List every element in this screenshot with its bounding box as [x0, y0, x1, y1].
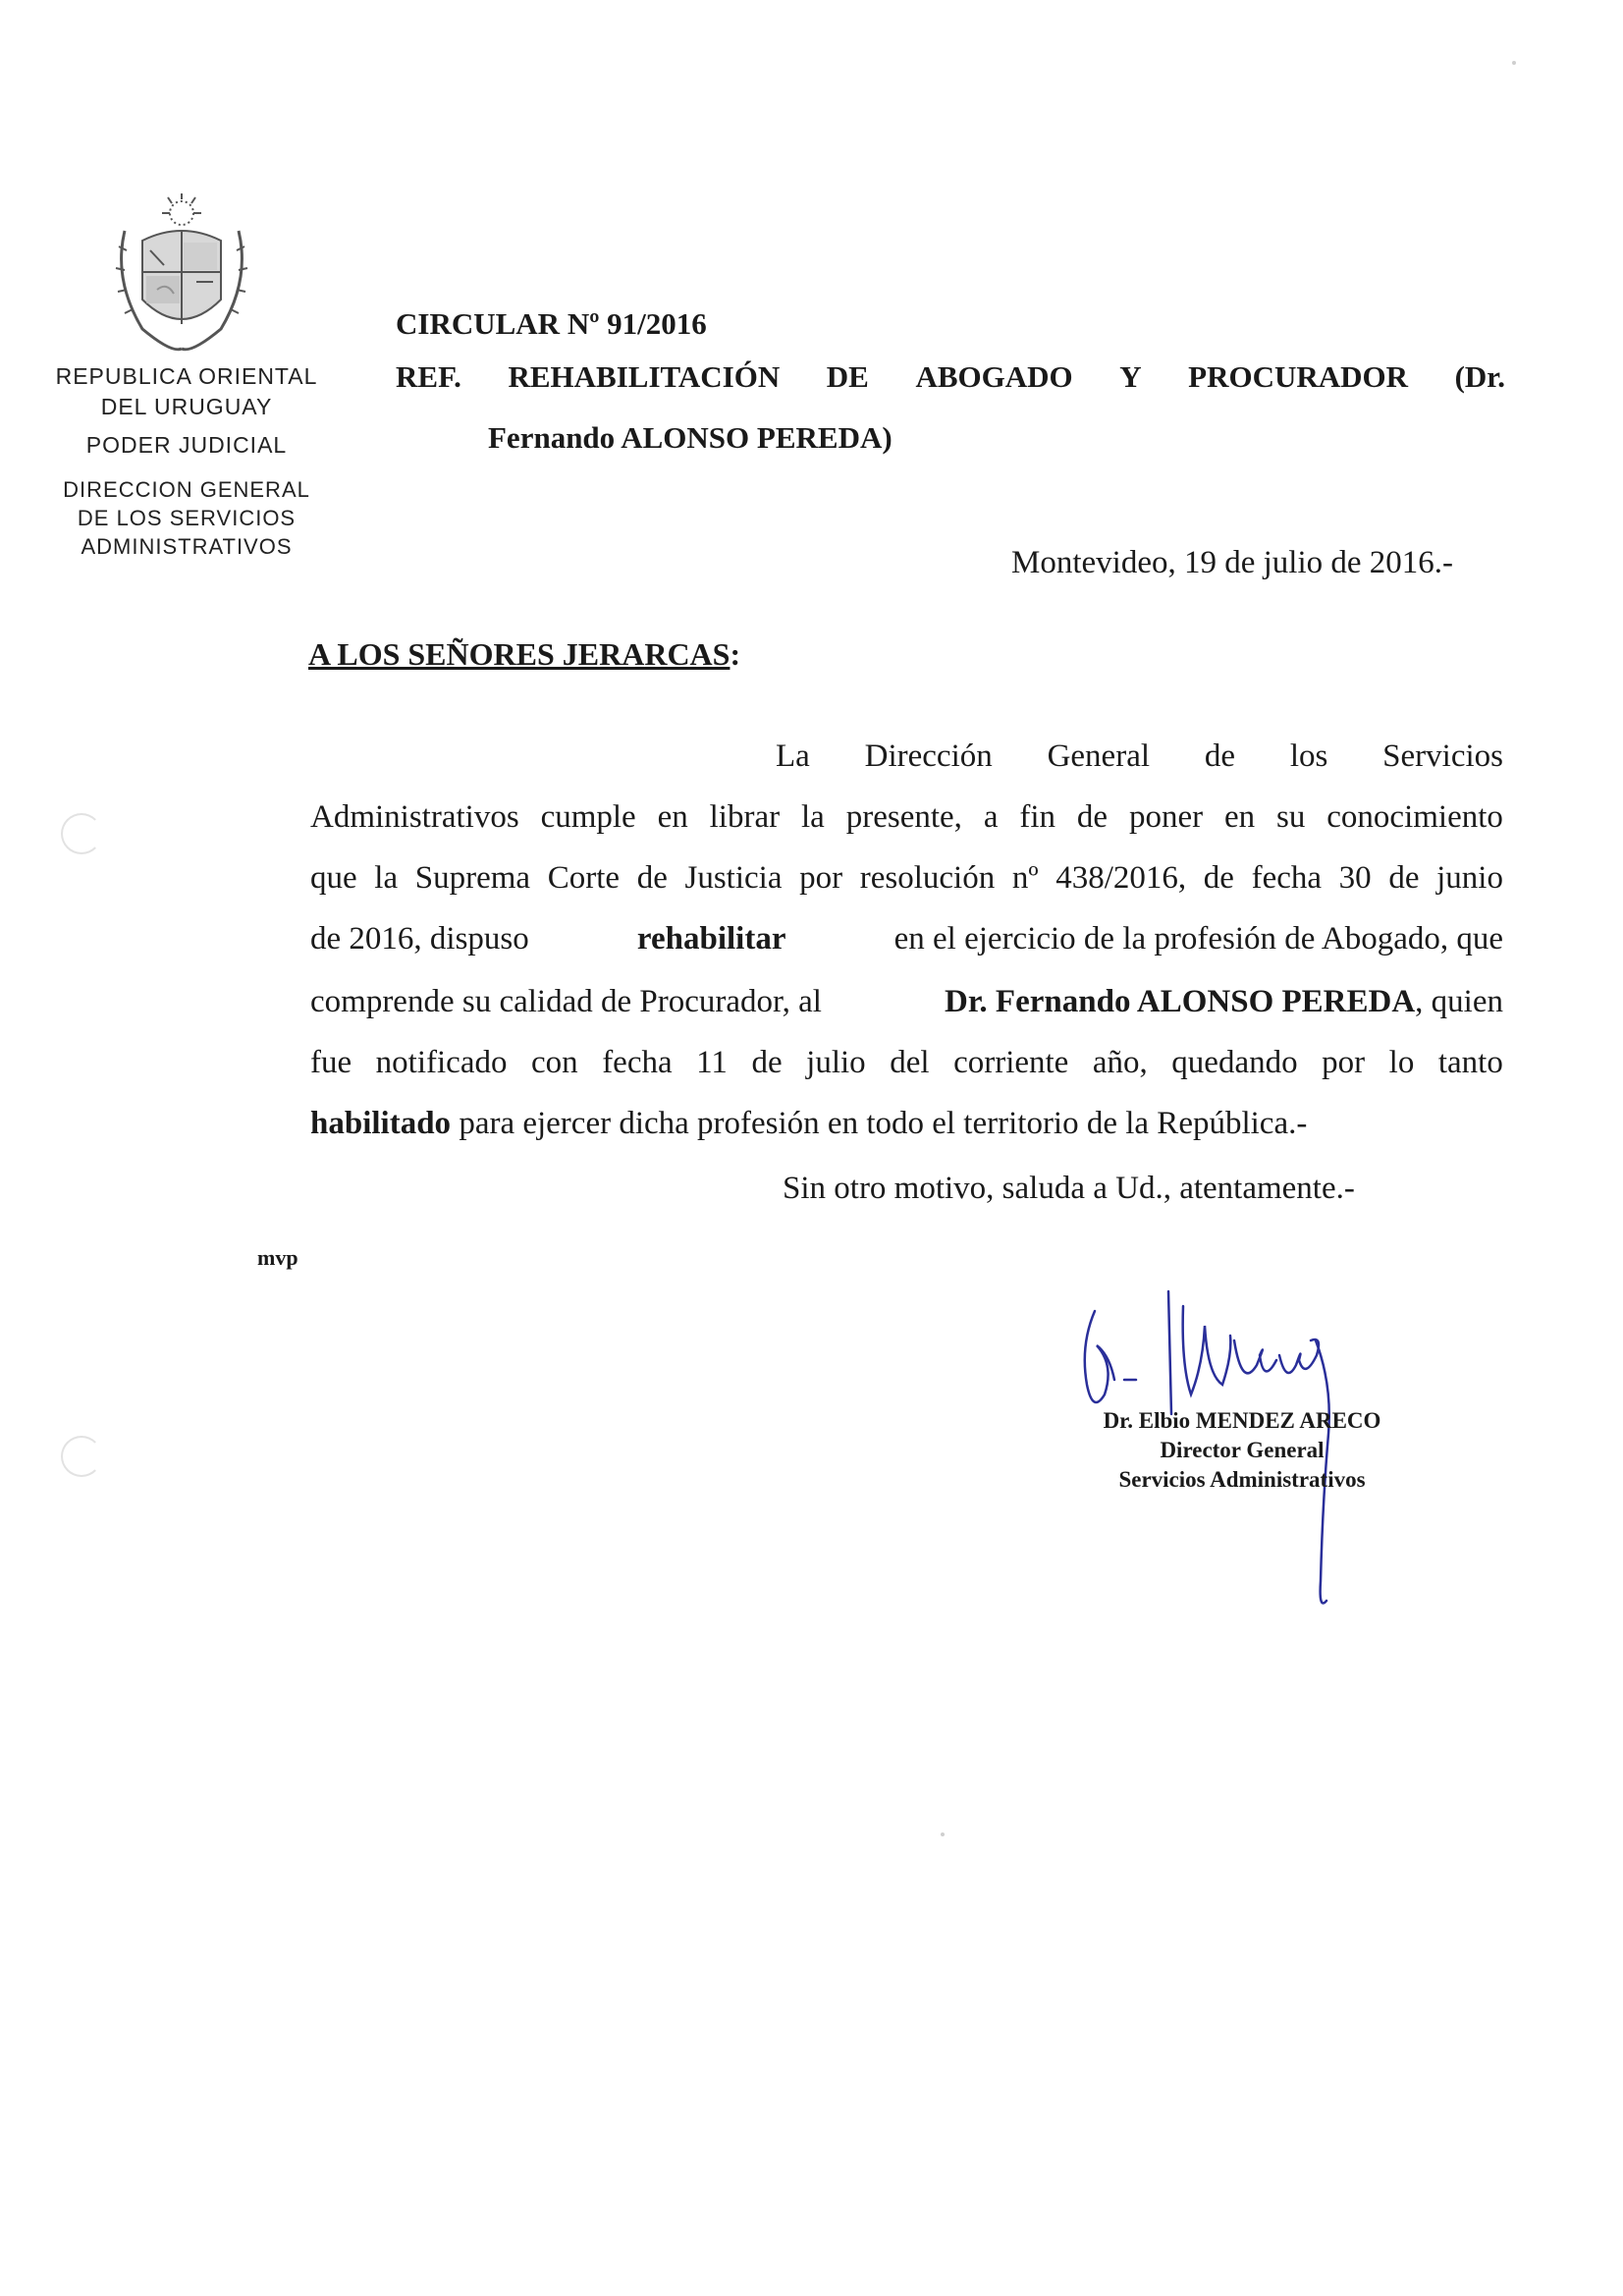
body-emphasis-rehabilitar: rehabilitar	[636, 921, 786, 957]
salutation-colon: :	[730, 636, 741, 672]
ref-word: ABOGADO	[915, 359, 1073, 394]
ref-word: REF.	[396, 359, 461, 394]
letterhead-line-2: DEL URUGUAY	[100, 394, 273, 419]
body-word: a	[983, 799, 999, 835]
body-word: quedando	[1171, 1045, 1298, 1080]
letterhead-line-1: REPUBLICA ORIENTAL	[55, 363, 318, 389]
body-text: para ejercer dicha profesión en todo el territorio de la República.-	[451, 1106, 1308, 1141]
body-name-group	[945, 982, 1503, 1021]
body-word: lo	[1388, 1045, 1415, 1080]
body-word: julio	[806, 1045, 866, 1080]
body-word: de	[1204, 738, 1235, 774]
body-word: notificado	[375, 1045, 508, 1080]
body-word: junio	[1436, 860, 1503, 896]
punch-hole-mark	[61, 813, 102, 854]
body-word: fecha	[1251, 860, 1323, 896]
body-line-1	[776, 737, 1503, 776]
letterhead-department	[39, 475, 334, 561]
body-text: , quien	[1415, 984, 1503, 1019]
letterhead-line-3: PODER JUDICIAL	[85, 432, 288, 458]
body-word: Administrativos	[310, 799, 519, 835]
body-emphasis-habilitado: habilitado	[310, 1106, 452, 1141]
body-word: corriente	[953, 1045, 1069, 1080]
salutation-text: A LOS SEÑORES JERARCAS	[308, 636, 730, 672]
ref-word: REHABILITACIÓN	[508, 359, 781, 394]
body-emphasis-name: Dr. Fernando ALONSO PEREDA	[944, 984, 1416, 1019]
body-word: 11	[696, 1045, 728, 1080]
body-line-4	[310, 919, 1503, 958]
body-word: que	[310, 860, 357, 896]
ref-word: PROCURADOR	[1188, 359, 1409, 394]
reference-line-2	[488, 420, 893, 456]
body-word: conocimiento	[1326, 799, 1503, 835]
body-text: en el ejercicio de la profesión de Abogado, que	[893, 921, 1503, 957]
body-word: presente,	[845, 799, 962, 835]
body-line-3	[310, 858, 1503, 898]
ref-word: DE	[826, 359, 869, 394]
body-word: en	[657, 799, 688, 835]
body-word: su	[1276, 799, 1306, 835]
ref-word: Y	[1119, 359, 1142, 394]
punch-hole-mark	[61, 1436, 102, 1477]
body-word: Corte	[547, 860, 621, 896]
body-line-7	[310, 1104, 1503, 1143]
salutation	[308, 636, 740, 673]
reference-line	[396, 359, 1505, 395]
body-word: con	[531, 1045, 578, 1080]
body-word: de	[1388, 860, 1420, 896]
body-word: resolución	[859, 860, 996, 896]
body-word: la	[801, 799, 825, 835]
body-word: por	[799, 860, 843, 896]
body-line-5	[310, 982, 1503, 1021]
body-word: Justicia	[684, 860, 783, 896]
body-word: poner	[1128, 799, 1204, 835]
ref-first-name: Fernando	[488, 420, 616, 455]
scan-speck	[941, 1832, 945, 1836]
body-word: año,	[1092, 1045, 1148, 1080]
body-word: en	[1224, 799, 1256, 835]
body-word: General	[1047, 738, 1151, 774]
body-word: los	[1289, 738, 1328, 774]
body-word: Suprema	[414, 860, 531, 896]
body-word: fue	[310, 1045, 352, 1080]
body-line-2	[310, 797, 1503, 837]
signatory-department: Servicios Administrativos	[1118, 1467, 1366, 1492]
body-word: fecha	[602, 1045, 673, 1080]
body-word: librar	[709, 799, 781, 835]
body-word: tanto	[1437, 1045, 1503, 1080]
circular-number: CIRCULAR Nº 91/2016	[396, 306, 707, 341]
body-word: fin	[1019, 799, 1056, 835]
date-line: Montevideo, 19 de julio de 2016.-	[1011, 545, 1454, 580]
body-word: La	[776, 738, 810, 774]
letterhead-department-line-1: DIRECCION GENERAL	[63, 477, 310, 502]
body-text: de 2016, dispuso	[310, 921, 529, 957]
scan-speck	[1512, 61, 1516, 65]
body-word: de	[636, 860, 668, 896]
body-word: de	[751, 1045, 783, 1080]
body-word: Dirección	[864, 738, 993, 774]
ref-word: (Dr.	[1454, 359, 1505, 394]
body-text: comprende su calidad de Procurador, al	[310, 984, 822, 1019]
body-word: la	[374, 860, 399, 896]
signatory-title: Director General	[1160, 1438, 1325, 1462]
coat-of-arms-emblem	[103, 191, 260, 363]
body-word: del	[890, 1045, 930, 1080]
letterhead-department-line-2: DE LOS SERVICIOS	[77, 506, 297, 530]
body-line-6	[310, 1043, 1503, 1082]
typist-initials: mvp	[257, 1245, 298, 1270]
signatory-name: Dr. Elbio MENDEZ ARECO	[1103, 1408, 1381, 1433]
closing-line: Sin otro motivo, saluda a Ud., atentamente.-	[783, 1171, 1355, 1206]
body-word: Servicios	[1382, 738, 1503, 774]
body-word: 438/2016,	[1055, 860, 1187, 896]
body-word: de	[1203, 860, 1234, 896]
body-word: cumple	[540, 799, 636, 835]
body-word: 30	[1338, 860, 1372, 896]
body-word: nº	[1011, 860, 1039, 896]
body-word: de	[1076, 799, 1109, 835]
body-word: por	[1322, 1045, 1366, 1080]
ref-surname: ALONSO PEREDA)	[615, 420, 893, 455]
letterhead-department-line-3: ADMINISTRATIVOS	[81, 534, 293, 559]
